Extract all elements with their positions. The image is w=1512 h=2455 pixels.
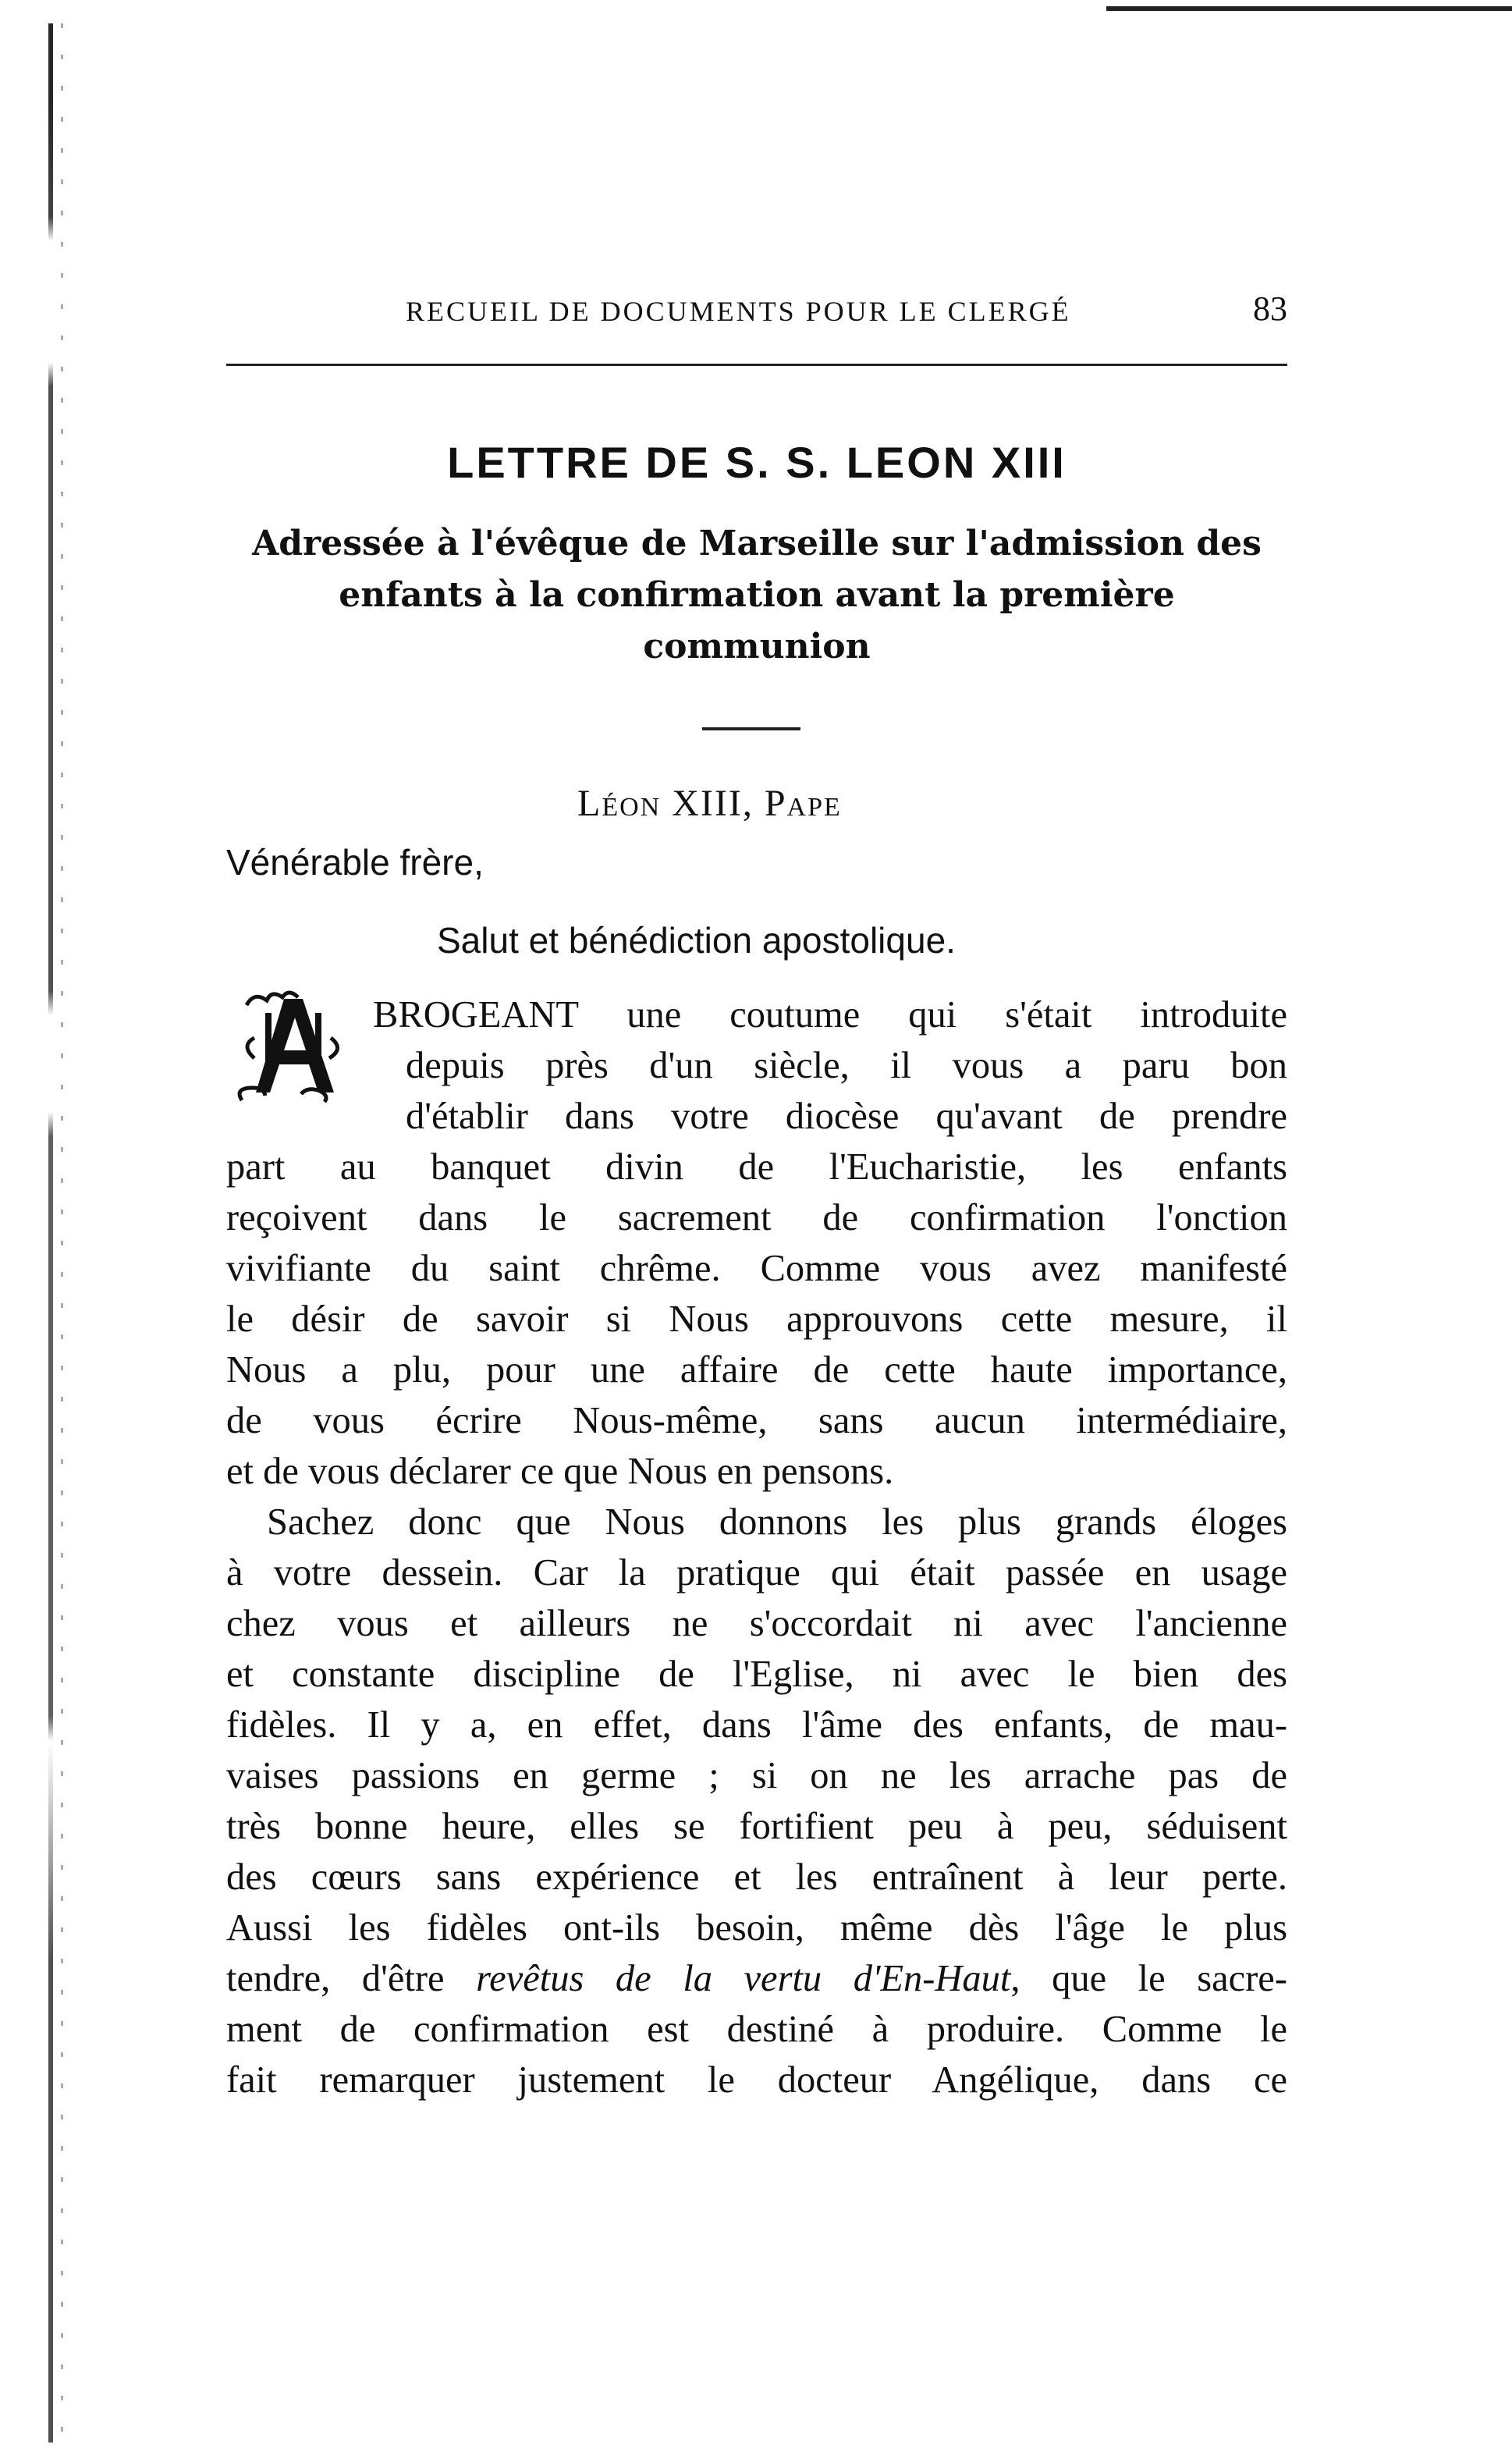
subtitle-line: communion: [643, 627, 871, 666]
text-line: Aussi les fidèles ont-ils besoin, même dès l'âge le plus: [226, 1907, 1287, 1949]
pope-name: Léon XIII, Pape: [577, 783, 842, 824]
text-line: d'établir dans votre diocèse qu'avant de prendre: [406, 1096, 1287, 1137]
italic-quotation: revêtus de la vertu d'En-Haut: [476, 1958, 1011, 1999]
subtitle-line: Adressée à l'évêque de Marseille sur l'admission des: [252, 524, 1262, 563]
text-line: depuis près d'un siècle, il vous a paru bon: [406, 1045, 1287, 1086]
text-line: fait remarquer justement le docteur Angélique, dans ce: [226, 2059, 1287, 2101]
text-line: part au banquet divin de l'Eucharistie, les enfants: [226, 1146, 1287, 1188]
scan-edge-artifact: [48, 23, 53, 2443]
text-line: Sachez donc que Nous donnons les plus grands éloges: [267, 1501, 1287, 1543]
paragraph-1-body: [226, 1142, 1287, 1497]
text-line: et de vous déclarer ce que Nous en pensons.: [226, 1451, 894, 1492]
text-segment: tendre, d'être: [226, 1958, 477, 1999]
text-line: très bonne heure, elles se fortifient peu à peu, séduisent: [226, 1806, 1287, 1847]
text-line: BROGEANT une coutume qui s'était introduite: [373, 994, 1287, 1036]
text-line: vivifiante du saint chrême. Comme vous avez manifesté: [226, 1248, 1287, 1289]
text-line-with-quote: [226, 1953, 1287, 2004]
header-rule: [226, 364, 1287, 366]
greeting: Salut et bénédiction apostolique.: [437, 920, 956, 961]
text-line: et constante discipline de l'Eglise, ni avec le bien des: [226, 1654, 1287, 1695]
paragraph-1-line-1: [373, 989, 1287, 1040]
letter-title: LETTRE DE S. S. LEON XIII: [447, 438, 1067, 487]
salutation: Vénérable frère,: [226, 842, 484, 883]
paragraph-2-body: [226, 1497, 1287, 2105]
scan-edge-artifact-dots: [61, 23, 63, 2443]
drop-cap-ornament: [231, 983, 362, 1103]
text-line: reçoivent dans le sacrement de confirmation l'onction: [226, 1197, 1287, 1238]
text-line: vaises passions en germe ; si on ne les arrache pas de: [226, 1755, 1287, 1796]
text-line: de vous écrire Nous-même, sans aucun intermédiaire,: [226, 1400, 1287, 1441]
text-line: ment de confirmation est destiné à produire. Comme le: [226, 2009, 1287, 2050]
text-line: à votre dessein. Car la pratique qui était passée en usage: [226, 1552, 1287, 1593]
paragraph-1-indented-lines: [406, 1040, 1287, 1142]
text-line: fidèles. Il y a, en effet, dans l'âme des enfants, de mau-: [226, 1704, 1287, 1746]
section-rule: [702, 727, 800, 730]
ornamental-drop-cap: [231, 983, 362, 1103]
letter-subtitle: [226, 518, 1287, 673]
running-head: [226, 289, 1287, 336]
text-segment: , que le sacre-: [1010, 1958, 1287, 1999]
scan-top-artifact: [1106, 6, 1512, 11]
text-line: le désir de savoir si Nous approuvons cette mesure, il: [226, 1299, 1287, 1340]
text-line: chez vous et ailleurs ne s'occordait ni avec l'ancienne: [226, 1603, 1287, 1644]
subtitle-line: enfants à la confirmation avant la première: [339, 575, 1175, 615]
text-line: des cœurs sans expérience et les entraînent à leur perte.: [226, 1856, 1287, 1898]
page-number: 83: [1253, 290, 1287, 328]
running-title: RECUEIL DE DOCUMENTS POUR LE CLERGÉ: [406, 296, 1071, 327]
text-line: Nous a plu, pour une affaire de cette haute importance,: [226, 1349, 1287, 1391]
